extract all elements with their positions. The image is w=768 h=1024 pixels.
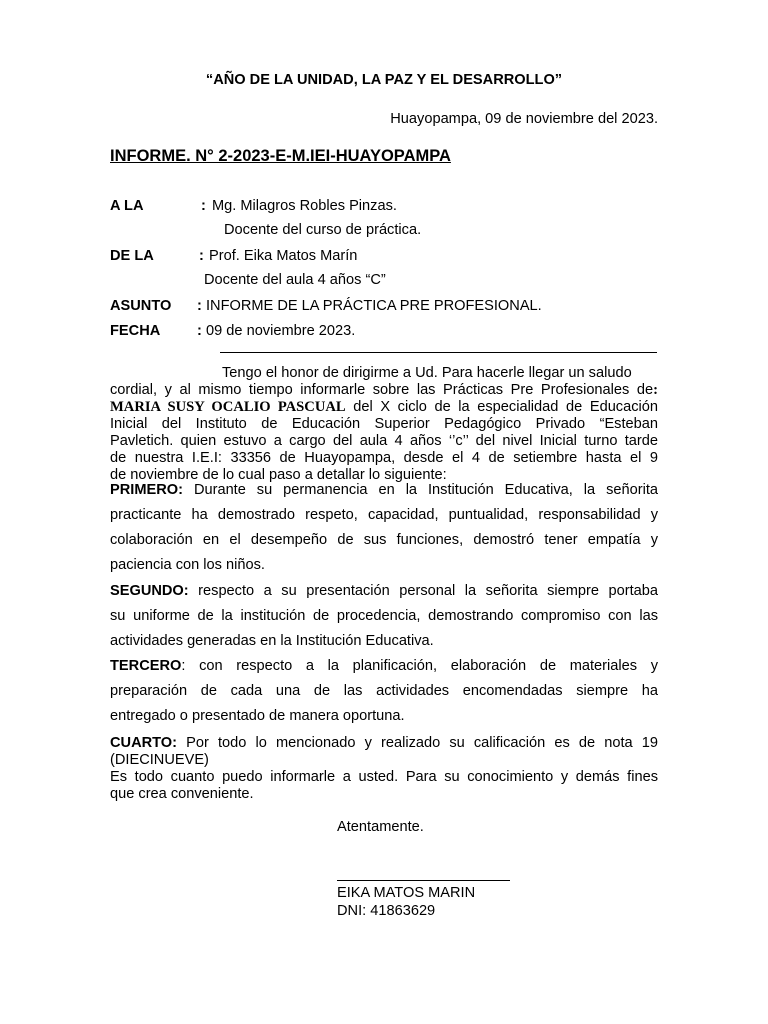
tercero-line-1-text: : con respecto a la planificación, elaboración de materiales y bbox=[181, 658, 658, 674]
segundo-paragraph bbox=[110, 579, 658, 654]
signatory-name: EIKA MATOS MARIN bbox=[337, 885, 476, 901]
intro-line-2-text: cordial, y al mismo tiempo informarle sobre las Prácticas Pre Profesionales de bbox=[110, 382, 654, 398]
field-value-de-la: Prof. Eika Matos Marín bbox=[209, 248, 358, 264]
field-colon-a-la: : bbox=[201, 198, 206, 214]
intro-line-3 bbox=[110, 399, 658, 416]
field-colon-fecha: : bbox=[197, 323, 202, 339]
field-label-fecha: FECHA bbox=[110, 323, 161, 339]
cuarto-paragraph bbox=[110, 735, 658, 803]
intro-line-6: de nuestra I.E.I: 33356 de Huayopampa, desde el 4 de setiembre hasta el 9 bbox=[110, 450, 658, 466]
field-value-asunto: INFORME DE LA PRÁCTICA PRE PROFESIONAL. bbox=[206, 298, 542, 314]
header-divider-line bbox=[220, 352, 657, 353]
field-value2-de-la: Docente del aula 4 años “C” bbox=[204, 272, 386, 288]
field-label-de-la: DE LA bbox=[110, 248, 154, 264]
field-colon-asunto: : bbox=[197, 298, 202, 314]
tercero-paragraph bbox=[110, 654, 658, 729]
field-colon-de-la: : bbox=[199, 248, 204, 264]
closing-line-1: Es todo cuanto puedo informarle a usted. Para su conocimiento y demás fines bbox=[110, 769, 658, 785]
primero-line-1 bbox=[110, 478, 658, 503]
segundo-line-1 bbox=[110, 579, 658, 604]
intro-line-2 bbox=[110, 382, 658, 399]
signature-line bbox=[337, 880, 510, 881]
intro-line-4: Inicial del Instituto de Educación Superior Pedagógico Privado “Esteban bbox=[110, 416, 658, 432]
segundo-line-2: su uniforme de la institución de procedencia, demostrando compromiso con las bbox=[110, 608, 658, 624]
closing-line-2: que crea conveniente. bbox=[110, 786, 254, 802]
tercero-label: TERCERO bbox=[110, 658, 182, 674]
cuarto-line-1-text: Por todo lo mencionado y realizado su calificación es de nota 19 bbox=[186, 735, 658, 751]
cuarto-line-2: (DIECINUEVE) bbox=[110, 752, 209, 768]
year-motto: “AÑO DE LA UNIDAD, LA PAZ Y EL DESARROLLO” bbox=[205, 72, 563, 88]
intro-line-7: de noviembre de lo cual paso a detallar lo siguiente: bbox=[110, 467, 447, 483]
tercero-line-1 bbox=[110, 654, 658, 679]
primero-line-3: colaboración en el desempeño de sus funciones, demostró tener empatía y bbox=[110, 532, 658, 548]
cuarto-line-1 bbox=[110, 735, 658, 752]
primero-line-1-text: Durante su permanencia en la Institución Educativa, la señorita bbox=[193, 482, 658, 498]
cuarto-label: CUARTO: bbox=[110, 735, 178, 751]
field-label-a-la: A LA bbox=[110, 198, 144, 214]
intro-line-3-text: del X ciclo de la especialidad de Educación bbox=[353, 399, 658, 415]
tercero-line-2: preparación de cada una de las actividades encomendadas siempre ha bbox=[110, 683, 658, 699]
segundo-line-3: actividades generadas en la Institución Educativa. bbox=[110, 633, 434, 649]
place-date-line: Huayopampa, 09 de noviembre del 2023. bbox=[390, 111, 658, 127]
primero-label: PRIMERO: bbox=[110, 482, 183, 498]
signatory-dni: DNI: 41863629 bbox=[337, 903, 436, 919]
primero-line-4: paciencia con los niños. bbox=[110, 557, 265, 573]
practicante-name: MARIA SUSY OCALIO PASCUAL bbox=[110, 399, 346, 415]
segundo-line-1-text: respecto a su presentación personal la señorita siempre portaba bbox=[198, 583, 658, 599]
primero-paragraph bbox=[110, 478, 658, 578]
segundo-label: SEGUNDO: bbox=[110, 583, 189, 599]
intro-line-2-colon: : bbox=[653, 382, 658, 398]
field-value2-a-la: Docente del curso de práctica. bbox=[224, 222, 422, 238]
field-value-a-la: Mg. Milagros Robles Pinzas. bbox=[212, 198, 397, 214]
report-title: INFORME. N° 2-2023-E-M.IEI-HUAYOPAMPA bbox=[110, 147, 451, 165]
tercero-line-3: entregado o presentado de manera oportuna. bbox=[110, 708, 405, 724]
field-label-asunto: ASUNTO bbox=[110, 298, 172, 314]
field-value-fecha: 09 de noviembre 2023. bbox=[206, 323, 356, 339]
signoff-text: Atentamente. bbox=[337, 819, 424, 835]
primero-line-2: practicante ha demostrado respeto, capacidad, puntualidad, responsabilidad y bbox=[110, 507, 658, 523]
intro-line-1: Tengo el honor de dirigirme a Ud. Para hacerle llegar un saludo bbox=[222, 365, 632, 381]
intro-paragraph bbox=[110, 365, 658, 484]
intro-line-5: Pavletich. quien estuvo a cargo del aula 4 años ‘’c’’ del nivel Inicial turno tarde bbox=[110, 433, 658, 449]
